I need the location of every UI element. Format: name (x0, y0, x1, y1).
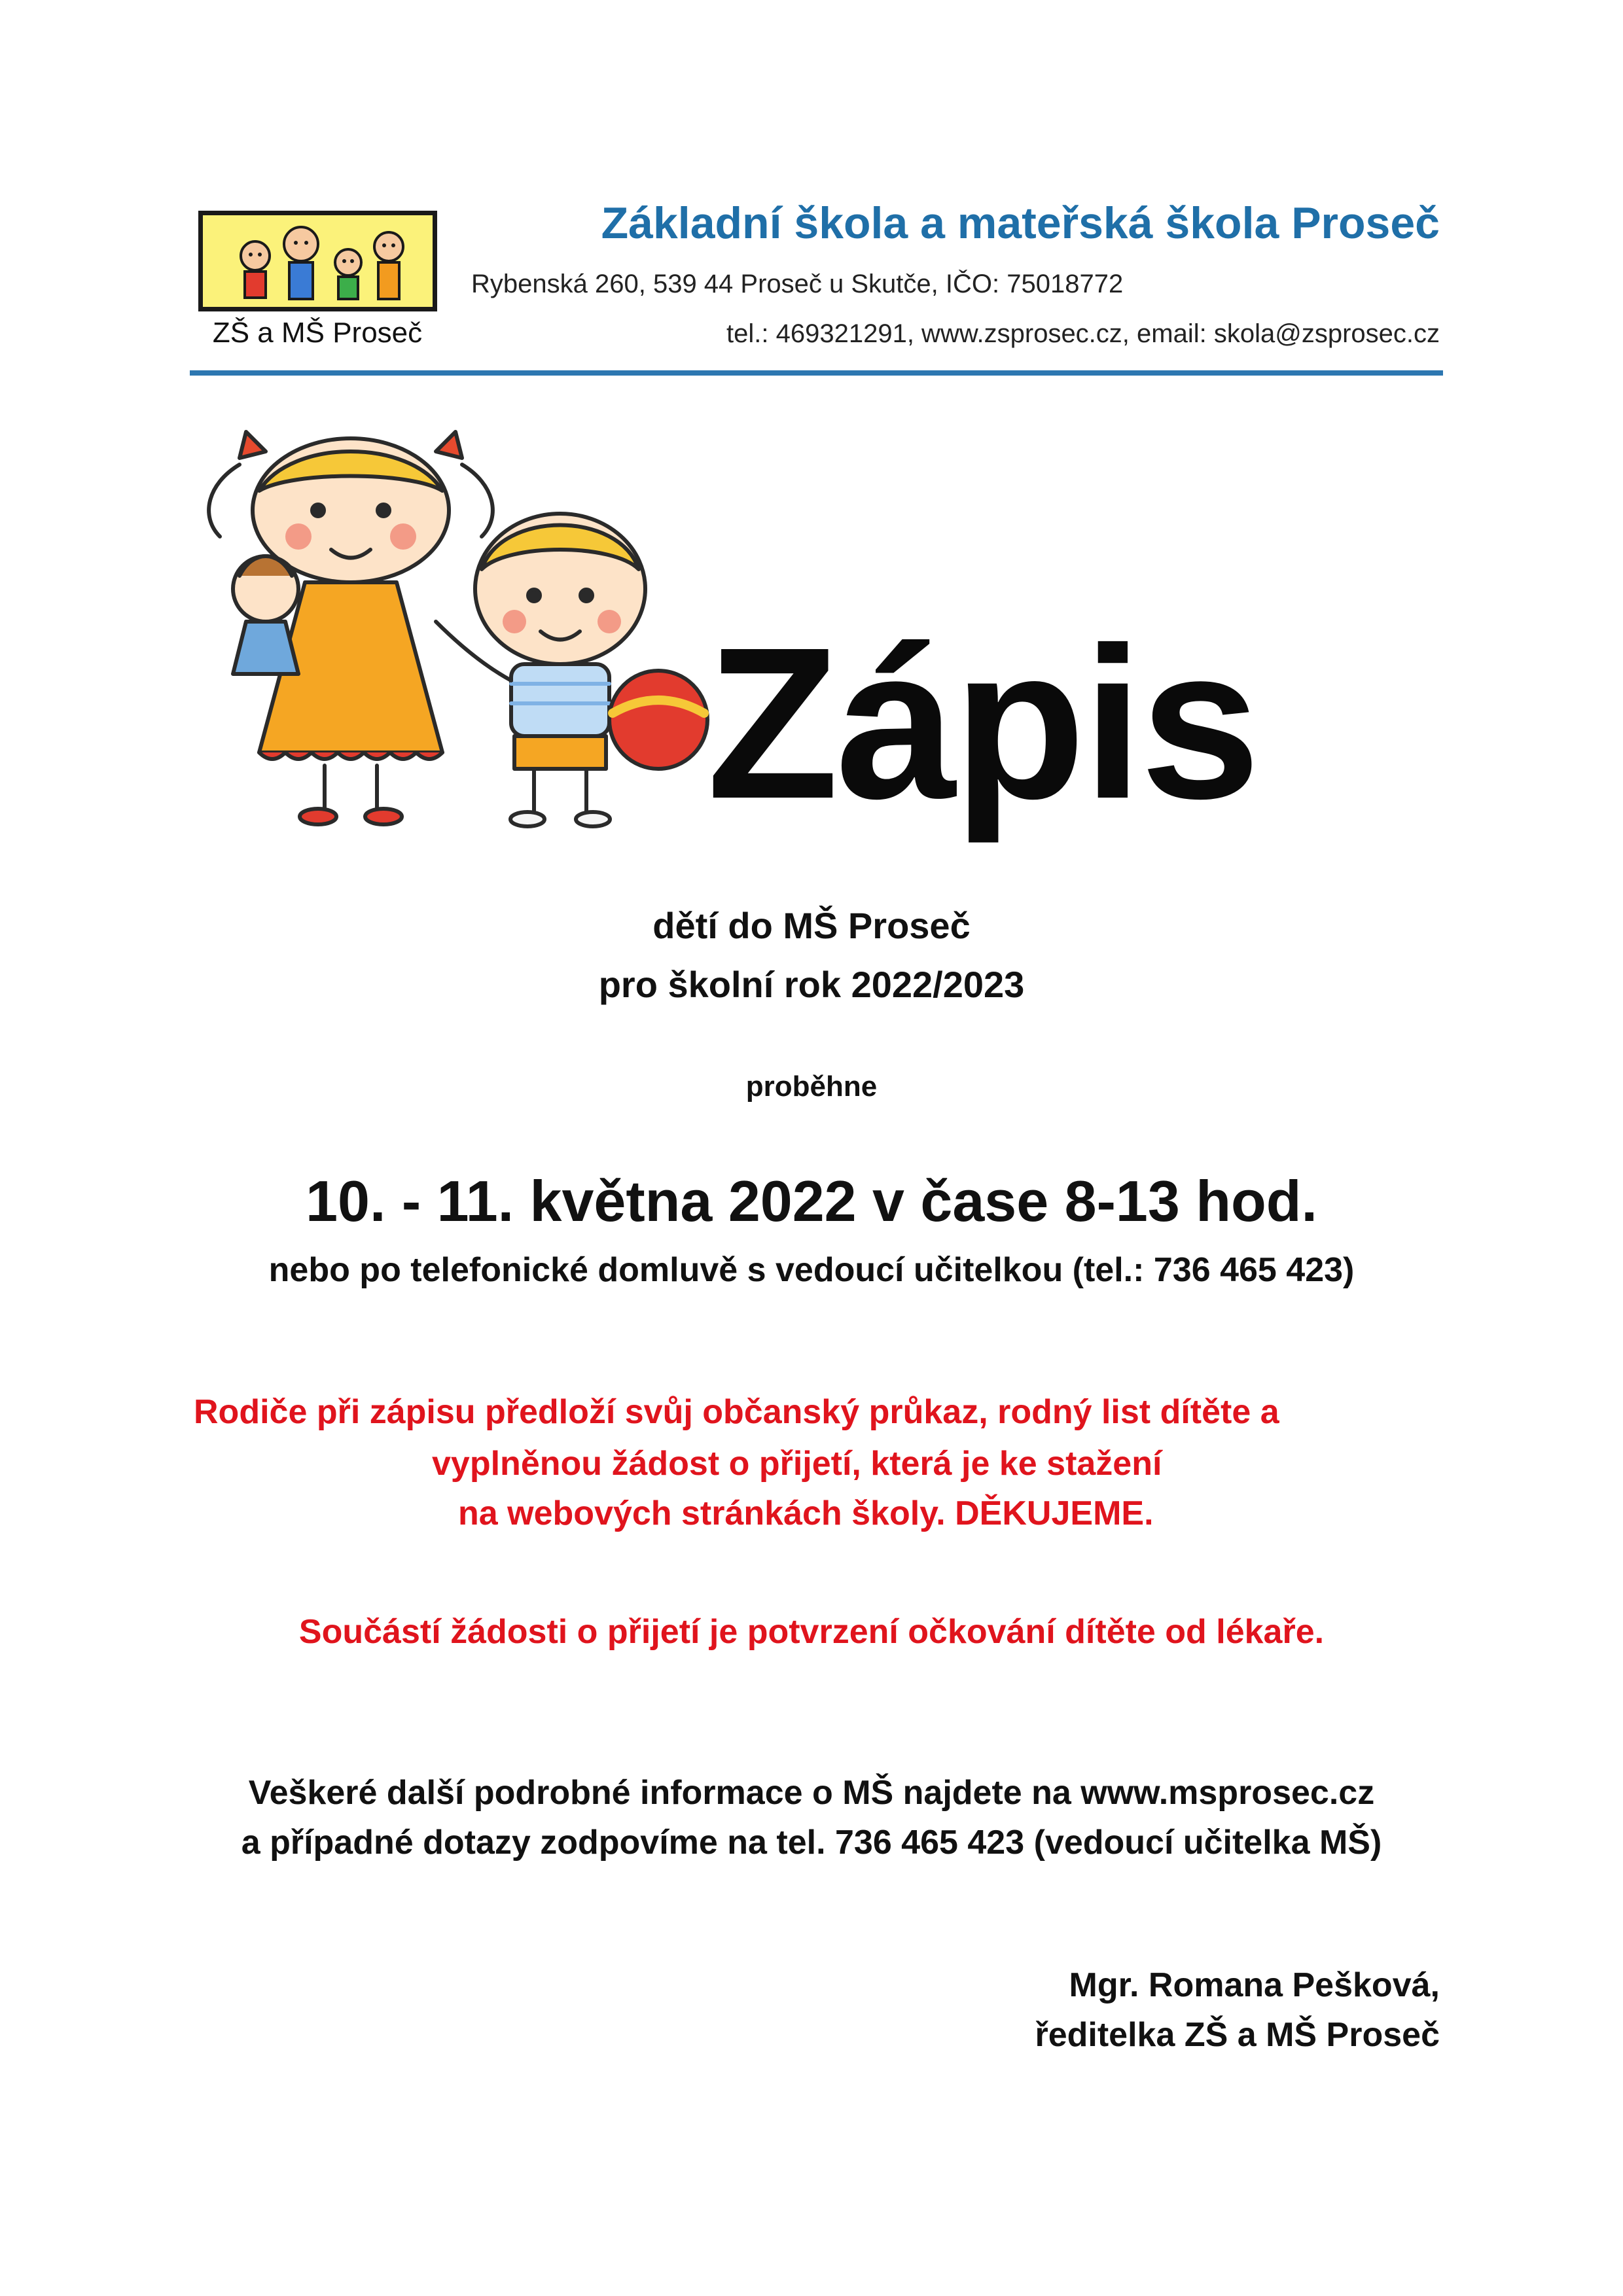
page-title: Zápis (707, 602, 1258, 843)
signature-name: Mgr. Romana Pešková, (1069, 1966, 1440, 2004)
subtitle-line-2: pro školní rok 2022/2023 (598, 964, 1025, 1005)
girl-and-boy-icon (194, 425, 711, 831)
logo-caption: ZŠ a MŠ Proseč (212, 317, 423, 349)
school-address: Rybenská 260, 539 44 Proseč u Skutče, IČO: 75018772 (471, 270, 1124, 298)
signature-role: ředitelka ZŠ a MŠ Proseč (1035, 2016, 1440, 2054)
subtitle-line-1: dětí do MŠ Proseč (652, 905, 971, 946)
info-line-2: a případné dotazy zodpovíme na tel. 736 465 423 (vedoucí učitelka MŠ) (241, 1824, 1382, 1862)
notice-line-3: na webových stránkách školy. DĚKUJEME. (458, 1494, 1154, 1532)
children-logo-icon (203, 215, 433, 307)
info-line-1: Veškeré další podrobné informace o MŠ najdete na www.msprosec.cz (248, 1774, 1375, 1812)
header-divider (190, 370, 1443, 376)
school-contact: tel.: 469321291, www.zsprosec.cz, email: skola@zsprosec.cz (726, 319, 1440, 348)
school-name: Základní škola a mateřská škola Proseč (601, 198, 1440, 248)
notice-vaccination: Součástí žádosti o přijetí je potvrzení očkování dítěte od lékaře. (298, 1613, 1325, 1651)
notice-line-2: vyplněnou žádost o přijetí, která je ke stažení (432, 1445, 1162, 1483)
enrollment-date: 10. - 11. května 2022 v čase 8-13 hod. (306, 1169, 1317, 1233)
notice-line-1: Rodiče při zápisu předloží svůj občanský průkaz, rodný list dítěte a (194, 1393, 1279, 1431)
enrollment-phone-alternative: nebo po telefonické domluvě s vedoucí učitelkou (tel.: 736 465 423) (268, 1251, 1355, 1289)
school-logo (198, 211, 437, 311)
children-illustration (194, 425, 711, 831)
subtitle-line-3: proběhne (745, 1070, 878, 1103)
